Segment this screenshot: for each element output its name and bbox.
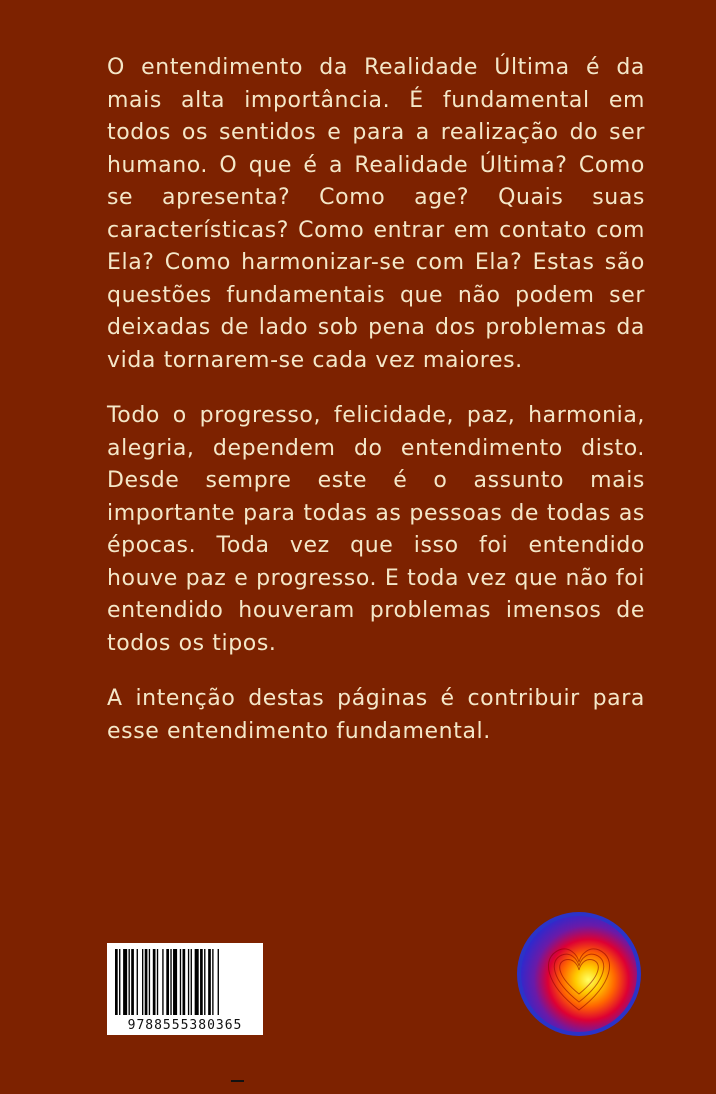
- isbn-number: 9788555380365: [127, 1018, 243, 1033]
- synopsis-text: [107, 52, 645, 748]
- isbn-barcode: [107, 943, 263, 1035]
- paragraph-1: O entendimento da Realidade Última é da mais alta importância. É fundamental em todos os sentidos e para a realização do ser humano. O que é a Realidade Última? Como se apresenta? Como age? Quais suas características? Como entrar em contato com Ela? Como harmonizar-se com Ela? Estas são questões fundamentais que não podem ser deixadas de lado sob pena dos problemas da vida tornarem-se cada vez maiores.: [107, 55, 645, 373]
- heart-sphere-icon: [515, 910, 643, 1038]
- trim-mark: [231, 1080, 244, 1082]
- barcode-bars: [113, 949, 257, 1015]
- paragraph-3: A intenção destas páginas é contribuir para esse entendimento fundamental.: [107, 686, 645, 744]
- paragraph-2: Todo o progresso, felicidade, paz, harmonia, alegria, dependem do entendimento disto. Desde sempre este é o assunto mais importante para todas as pessoas de todas as épocas. Toda vez que isso foi entendido houve paz e progresso. E toda vez que não foi entendido houveram problemas imensos de todos os tipos.: [107, 403, 645, 656]
